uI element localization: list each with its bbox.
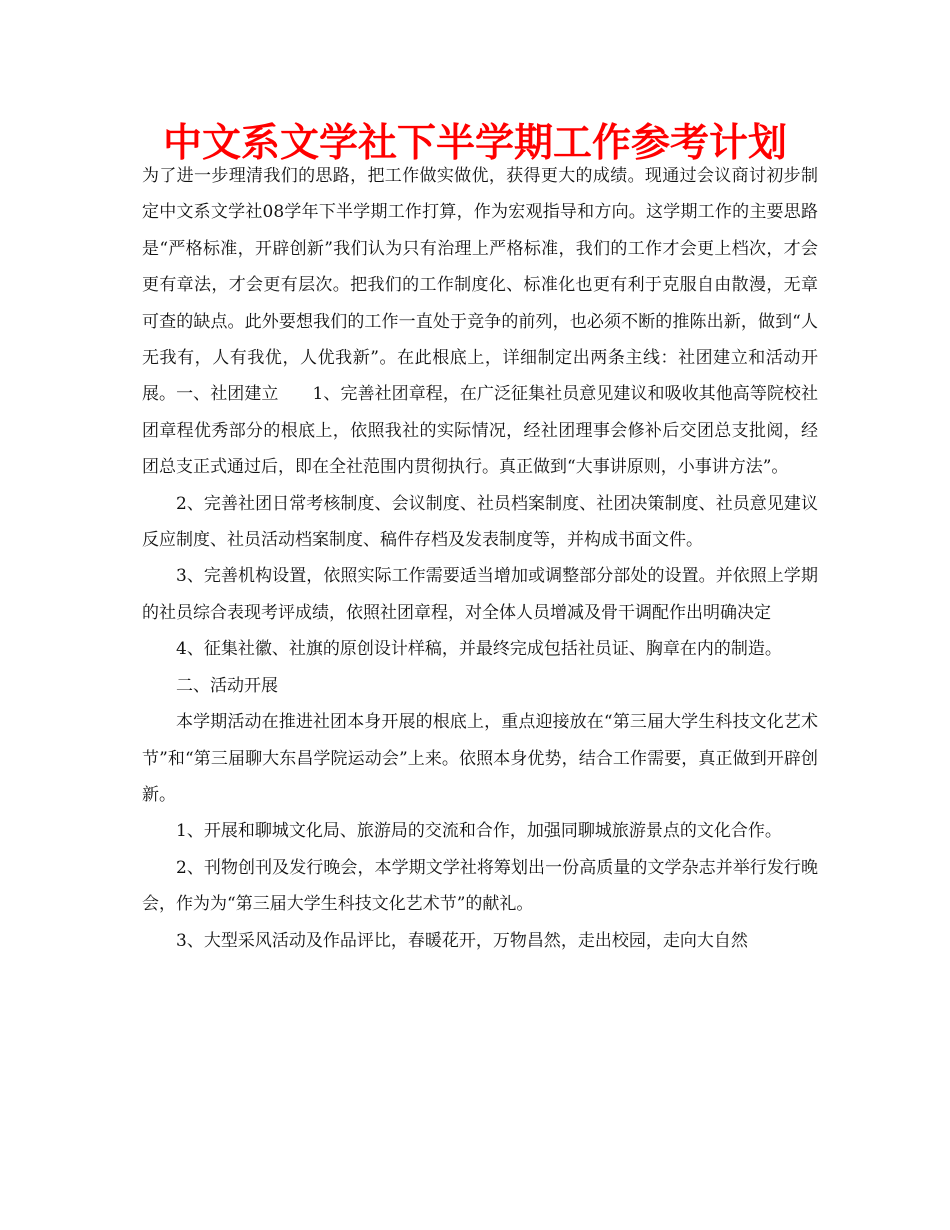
paragraph-item-4: 4、征集社徽、社旗的原创设计样稿，并最终完成包括社员证、胸章在内的制造。 (176, 639, 782, 660)
document-title: 中文系文学社下半学期工作参考计划 (162, 121, 787, 166)
paragraph-item-2: 2、完善社团日常考核制度、会议制度、社员档案制度、社团决策制度、社员意见建议反应制度、社员活动档案制度、稿件存档及发表制度等，并构成书面文件。 (142, 493, 818, 551)
paragraph-activity-3: 3、大型采风活动及作品评比，春暖花开，万物昌然，走出校园，走向大自然 (176, 930, 748, 951)
paragraph-activity-1: 1、开展和聊城文化局、旅游局的交流和合作，加强同聊城旅游景点的文化合作。 (176, 821, 782, 842)
paragraph-activities-intro: 本学期活动在推进社团本身开展的根底上，重点迎接放在“第三届大学生科技文化艺术节”和“第三届聊大东昌学院运动会”上来。依照本身优势，结合工作需要，真正做到开辟创新。 (142, 712, 818, 805)
document-body (142, 158, 818, 959)
paragraph-activity-2: 2、刊物创刊及发行晚会，本学期文学社将筹划出一份高质量的文学杂志并举行发行晚会，作为为“第三届大学生科技文化艺术节”的献礼。 (142, 857, 818, 915)
paragraph-item-3: 3、完善机构设置，依照实际工作需要适当增加或调整部分部处的设置。并依照上学期的社员综合表现考评成绩，依照社团章程，对全体人员增减及骨干调配作出明确决定 (142, 566, 818, 623)
paragraph-intro: 为了进一步理清我们的思路，把工作做实做优，获得更大的成绩。现通过会议商讨初步制定中文系文学社08学年下半学期工作打算，作为宏观指导和方向。这学期工作的主要思路是“严格标准，开辟创新”我们认为只有治理上严格标准，我们的工作才会更上档次，才会更有章法，才会更有层次。把我们的工作制度化、标准化也更有利于克服自由散漫，无章可查的缺点。此外要想我们的工作一直处于竞争的前列，也必须不断的推陈出新，做到“人无我有，人有我优，人优我新”。在此根底上，详细制定出两条主线：社团建立和活动开展。一、社团建立 1、完善社团章程，在广泛征集社员意见建议和吸收其他高等院校社团章程优秀部分的根底上，依照我社的实际情况，经社团理事会修补后交团总支批阅，经团总支正式通过后，即在全社范围内贯彻执行。真正做到“大事讲原则，小事讲方法”。 (142, 166, 818, 478)
section-heading-activities: 二、活动开展 (176, 675, 278, 696)
